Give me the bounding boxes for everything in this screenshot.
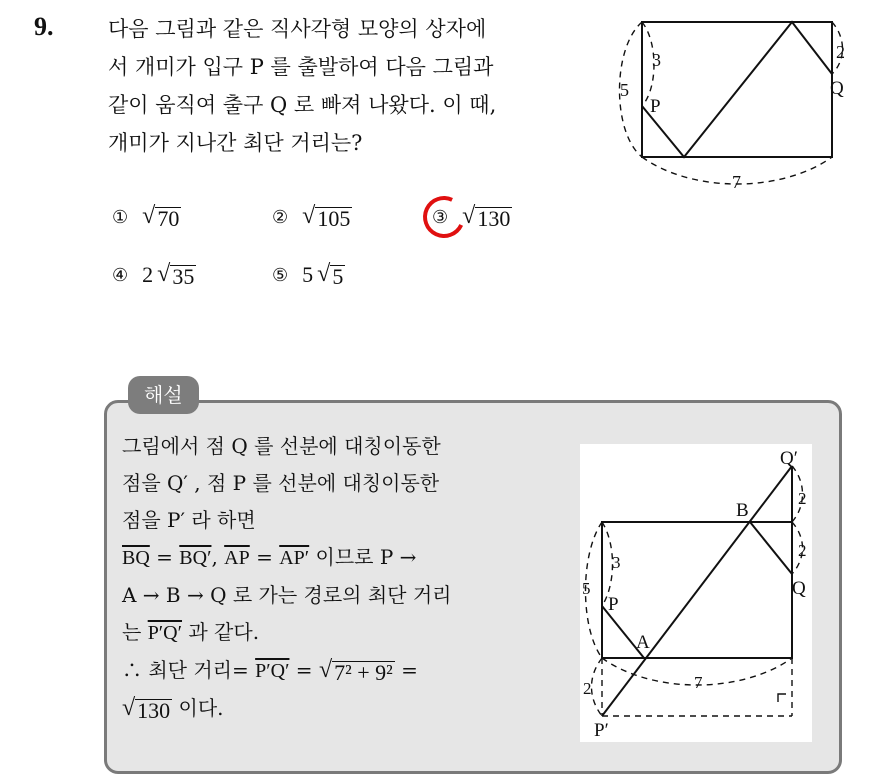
choice-number: ② (272, 206, 289, 228)
label-5: 5 (582, 579, 591, 598)
label-p: P (650, 96, 661, 117)
path-b-q (750, 522, 792, 574)
label-5: 5 (620, 80, 629, 100)
label-q: Q (792, 578, 806, 599)
ant-path (642, 22, 832, 157)
choice-number: ③ (432, 206, 449, 228)
question-line: 개미가 지나간 최단 거리는? (108, 131, 363, 155)
radicand: 130 (477, 206, 511, 231)
label-7: 7 (732, 172, 741, 192)
segment-ap: $\overline{AP}$ (224, 547, 250, 569)
choice-number: ⑤ (272, 264, 289, 286)
segment-ap-prime: AP′ (279, 547, 310, 569)
segment-bq-prime: BQ′ (179, 547, 212, 569)
solution-text (122, 428, 572, 727)
label-3: 3 (612, 553, 621, 572)
label-q: Q (830, 78, 844, 99)
choice-number: ④ (112, 264, 129, 286)
label-3: 3 (652, 50, 661, 70)
radical: √ 7² + 9² (318, 657, 393, 685)
choice-4[interactable] (112, 262, 196, 288)
radicand: 5 (332, 264, 344, 289)
radicand: 105 (317, 206, 351, 231)
radical: √ 130 (462, 203, 511, 231)
solution-line: $\overline{BQ} = BQ'$, $\overline{AP} = AP'$ 이므로 P → (122, 545, 417, 569)
choice-3[interactable] (432, 204, 512, 230)
radical: √ 70 (142, 203, 180, 231)
solution-line: √ 130 이다. (122, 695, 224, 723)
label-p-prime: P′ (594, 720, 609, 741)
coefficient: 5 (302, 262, 314, 287)
radical: √ 130 (122, 695, 171, 723)
choice-2[interactable] (272, 204, 352, 230)
question-number: 9. (34, 12, 54, 41)
radicand: 70 (157, 206, 180, 231)
radical: √ 5 (317, 261, 344, 289)
dim-arc-bottom-2 (592, 658, 603, 716)
label-q-prime: Q′ (780, 448, 798, 469)
solution-line: ∴ 최단 거리= P′Q′ = √ 7² + 9² = (122, 657, 418, 685)
question-line: 같이 움직여 출구 Q 로 빠져 나왔다. 이 때, (108, 93, 497, 117)
label-b: B (736, 500, 749, 521)
label-a: A (636, 632, 650, 653)
label-p: P (608, 594, 619, 615)
choice-number: ① (112, 206, 129, 228)
question-text (108, 10, 598, 162)
radical: √ 105 (302, 203, 351, 231)
choice-5[interactable] (272, 262, 345, 288)
segment-pq-prime: P′Q′ (255, 660, 290, 682)
right-angle-mark (778, 694, 786, 702)
solution-line: 는 P′Q′ 과 같다. (122, 620, 260, 644)
label-2-bottom: 2 (583, 679, 592, 698)
radicand: 35 (172, 264, 195, 289)
label-2: 2 (836, 42, 845, 62)
label-2-top: 2 (798, 489, 807, 508)
label-7: 7 (694, 673, 703, 692)
box-figure (612, 8, 845, 193)
choice-1[interactable] (112, 204, 181, 230)
question-line: 다음 그림과 같은 직사각형 모양의 상자에 (108, 17, 487, 41)
segment-pq-prime: P′Q′ (147, 622, 183, 644)
coefficient: 2 (142, 262, 154, 287)
label-2-mid: 2 (798, 541, 807, 560)
radical: √ 35 (157, 261, 195, 289)
solution-label: 해설 (128, 376, 199, 414)
solution-line: 점을 P′ 라 하면 (122, 508, 256, 532)
solution-figure (580, 444, 812, 742)
question-line: 서 개미가 입구 P 를 출발하여 다음 그림과 (108, 55, 494, 79)
solution-line: 그림에서 점 Q 를 선분에 대칭이동한 (122, 434, 441, 458)
solution-line: A → B → Q 로 가는 경로의 최단 거리 (122, 583, 452, 607)
solution-line: 점을 Q′ , 점 P 를 선분에 대칭이동한 (122, 471, 440, 495)
segment-bq: $\overline{BQ}$ (122, 547, 150, 569)
